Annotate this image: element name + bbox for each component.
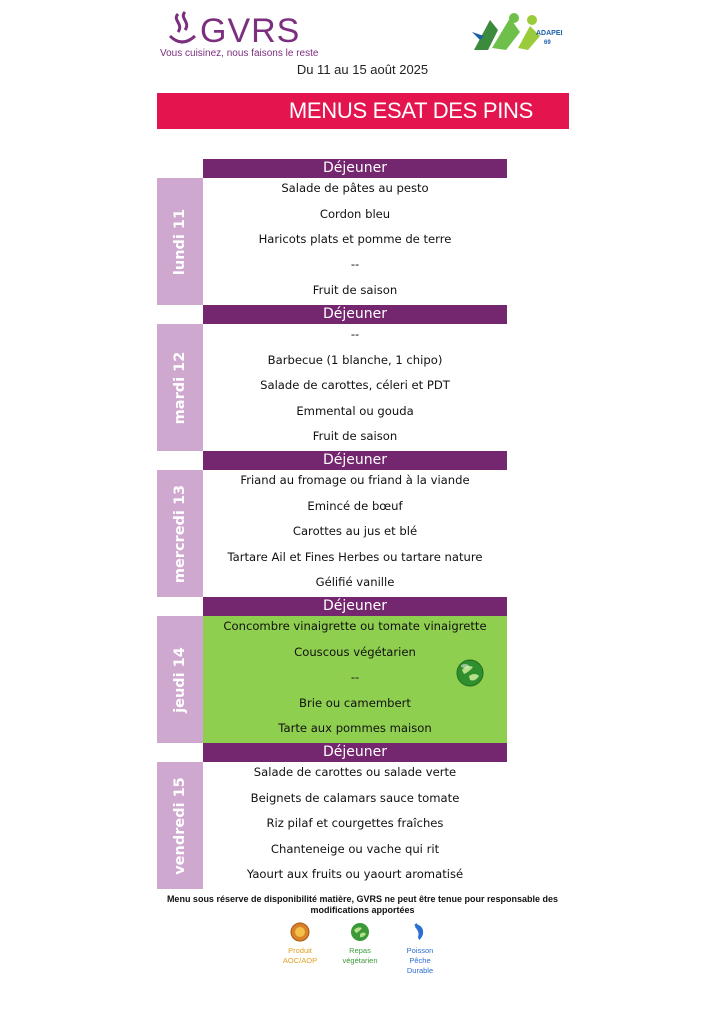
menu-item: Cordon bleu (319, 207, 391, 221)
legend-aoc (270, 922, 330, 966)
legend-fish (390, 922, 450, 976)
menu-item: Chanteneige ou vache qui rit (270, 842, 440, 856)
menu-item: Riz pilaf et courgettes fraîches (266, 816, 444, 830)
gvrs-logo (160, 10, 340, 60)
menu-item: Friand au fromage ou friand à la viande (240, 473, 470, 487)
legend-aoc-line1: Produit (288, 946, 312, 955)
menu-item: -- (350, 257, 360, 271)
meal-header-tuesday: Déjeuner (203, 305, 507, 324)
partner-code: 69 (544, 40, 551, 46)
legend-veg-line1: Repas (349, 946, 371, 955)
menu-tuesday (203, 324, 507, 451)
menu-thursday (203, 616, 507, 743)
menu-item: Fruit de saison (312, 429, 398, 443)
menu-item: Yaourt aux fruits ou yaourt aromatisé (246, 867, 464, 881)
menu-item: -- (350, 670, 360, 684)
brand-tagline: Vous cuisinez, nous faisons le reste (160, 48, 319, 59)
menu-item: Salade de pâtes au pesto (281, 181, 429, 195)
date-range: Du 11 au 15 août 2025 (296, 62, 429, 77)
meal-header-friday: Déjeuner (203, 743, 507, 762)
menu-item: Carottes au jus et blé (292, 524, 418, 538)
day-bar-wednesday (157, 470, 203, 597)
menu-wednesday (203, 470, 507, 597)
legend-veg-line2: végétarien (342, 956, 378, 965)
partner-name: ADAPEI (536, 30, 563, 37)
menu-item: Barbecue (1 blanche, 1 chipo) (267, 353, 443, 367)
menu-item: -- (350, 327, 360, 341)
menu-item: Fruit de saison (312, 283, 398, 297)
menu-item: Brie ou camembert (299, 696, 411, 710)
day-label-thursday: jeudi 14 (172, 646, 188, 713)
legend-fish-line2: Pêche (409, 956, 431, 965)
day-label-wednesday: mercredi 13 (172, 484, 188, 583)
day-label-monday: lundi 11 (172, 208, 188, 275)
title-banner (157, 93, 569, 129)
menu-item: Emmental ou gouda (296, 404, 414, 418)
menu-item: Salade de carottes ou salade verte (253, 765, 457, 779)
menu-item: Gélifié vanille (315, 575, 395, 589)
day-bar-thursday (157, 616, 203, 743)
legend-aoc-line2: AOC/AOP (282, 956, 318, 965)
legend-vegetarian (330, 922, 390, 966)
menu-item: Tartare Ail et Fines Herbes ou tartare nature (227, 550, 483, 564)
day-bar-tuesday (157, 324, 203, 451)
day-bar-friday (157, 762, 203, 889)
menu-item: Tarte aux pommes maison (278, 721, 432, 735)
day-label-friday: vendredi 15 (172, 776, 188, 875)
steam-icon (168, 10, 198, 48)
day-bar-monday (157, 178, 203, 305)
menu-item: Beignets de calamars sauce tomate (250, 791, 460, 805)
vegetarian-globe-icon (350, 922, 370, 942)
menu-item: Salade de carottes, céleri et PDT (260, 378, 450, 392)
vegetarian-globe-icon (455, 658, 485, 688)
disclaimer: Menu sous réserve de disponibilité matière, GVRS ne peut être tenue pour responsable des modifications apportées (166, 894, 559, 915)
menu-monday (203, 178, 507, 305)
legend-fish-line1: Poisson (406, 946, 434, 955)
meal-header-monday: Déjeuner (203, 159, 507, 178)
brand-name: GVRS (200, 12, 301, 50)
page-title: MENUS ESAT DES PINS (288, 98, 533, 123)
legend-fish-line3: Durable (406, 966, 434, 975)
day-label-tuesday: mardi 12 (172, 351, 188, 424)
menu-item: Haricots plats et pomme de terre (258, 232, 452, 246)
menu-item: Couscous végétarien (294, 645, 416, 659)
meal-header-thursday: Déjeuner (203, 597, 507, 616)
aoc-seal-icon (290, 922, 310, 942)
menu-item: Emincé de bœuf (307, 499, 403, 513)
menu-item: Concombre vinaigrette ou tomate vinaigrette (223, 619, 487, 633)
fish-icon (410, 922, 430, 942)
menu-friday (203, 762, 507, 889)
partner-logo (470, 10, 563, 55)
meal-header-wednesday: Déjeuner (203, 451, 507, 470)
